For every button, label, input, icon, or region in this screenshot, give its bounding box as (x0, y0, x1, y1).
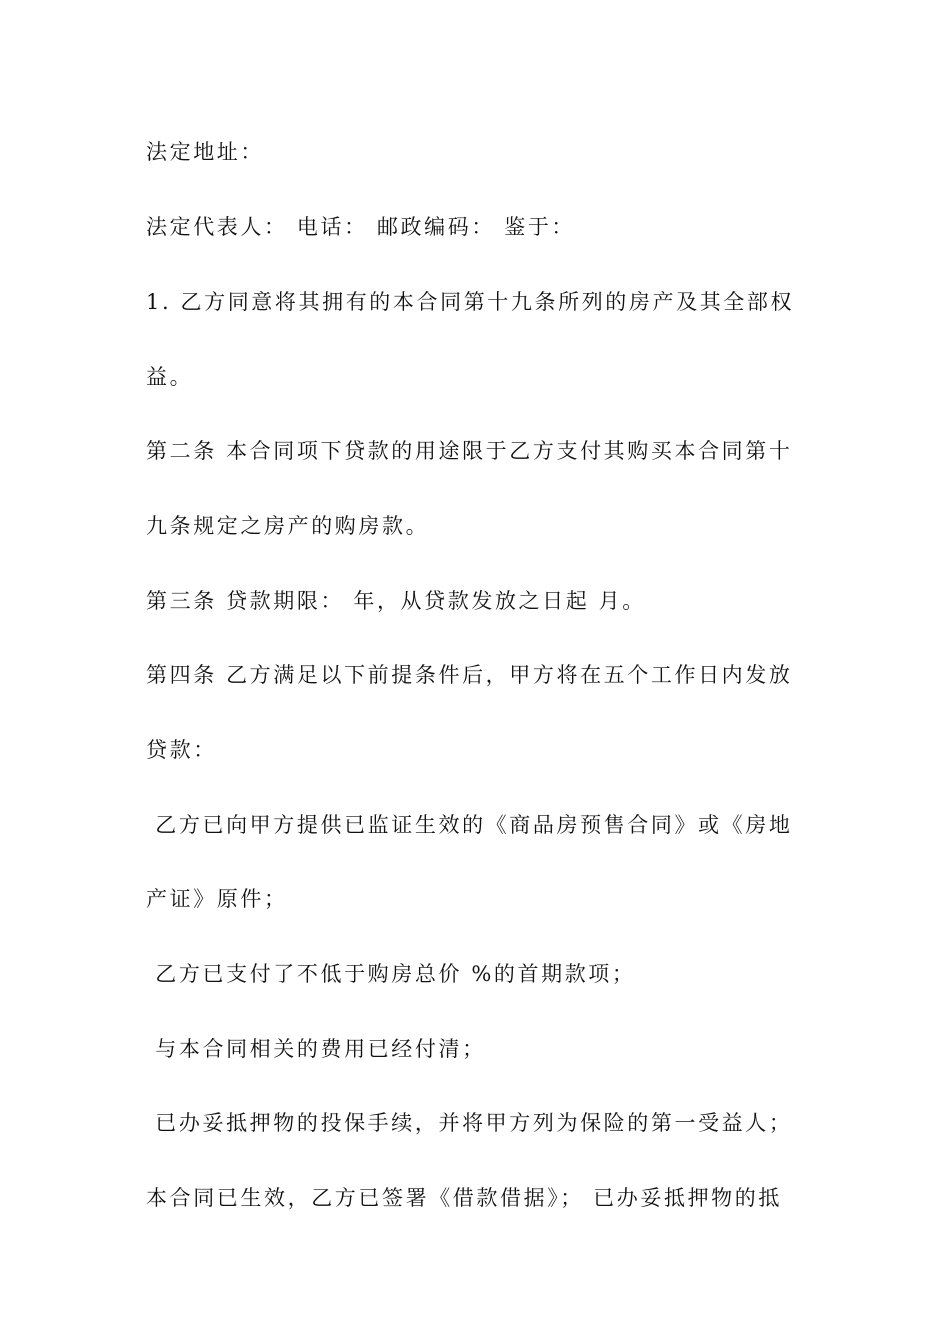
line-article-2-part-2: 九条规定之房产的购房款。 (146, 514, 430, 538)
line-clause-1-part-2: 益。 (146, 365, 194, 389)
line-condition-contract-effective: 本合同已生效，乙方已签署《借款借据》； 已办妥抵押物的抵 (146, 1186, 782, 1210)
line-article-3: 第三条 贷款期限： 年，从贷款发放之日起 月。 (146, 589, 646, 613)
line-representative-phone-postcode: 法定代表人： 电话： 邮政编码： 鉴于： (146, 215, 576, 239)
line-article-4-part-1: 第四条 乙方满足以下前提条件后，甲方将在五个工作日内发放 (146, 663, 793, 687)
line-condition-contract-part-2: 产证》原件； (146, 887, 288, 911)
line-condition-down-payment: 乙方已支付了不低于购房总价 %的首期款项； (146, 962, 636, 986)
line-condition-contract-part-1: 乙方已向甲方提供已监证生效的《商品房预售合同》或《房地 (146, 813, 793, 837)
line-condition-insurance: 已办妥抵押物的投保手续，并将甲方列为保险的第一受益人； (146, 1111, 793, 1135)
line-clause-1-part-1: 1. 乙方同意将其拥有的本合同第十九条所列的房产及其全部权 (146, 290, 795, 314)
line-article-2-part-1: 第二条 本合同项下贷款的用途限于乙方支付其购买本合同第十 (146, 439, 793, 463)
line-legal-address: 法定地址： (146, 140, 264, 164)
line-article-4-part-2: 贷款： (146, 738, 217, 762)
line-condition-fees-paid: 与本合同相关的费用已经付清； (146, 1037, 486, 1061)
